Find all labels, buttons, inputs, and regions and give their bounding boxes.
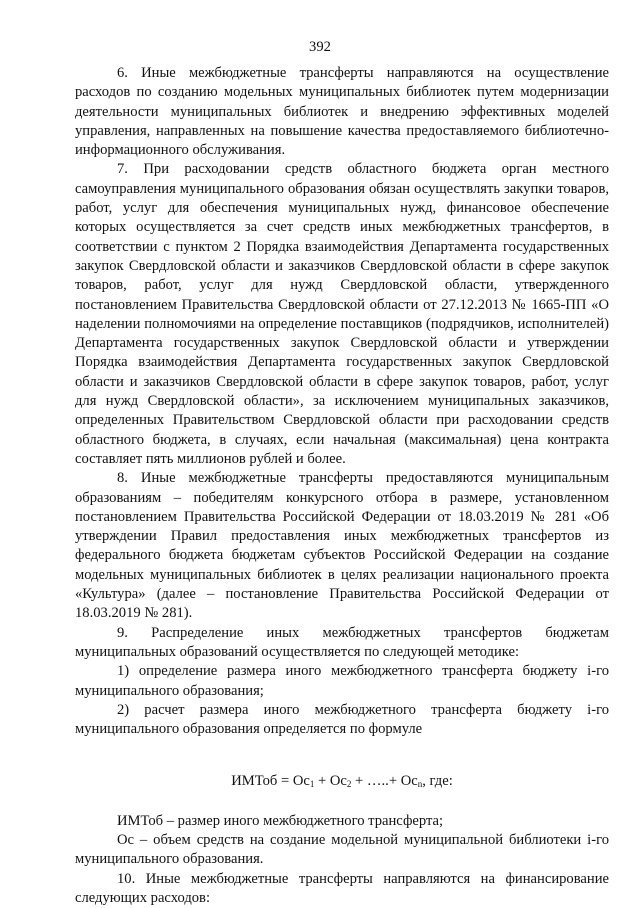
formula-sub-1: 1 <box>309 779 315 790</box>
formula-plus: + Ос <box>314 773 347 790</box>
paragraph-9-item-2: 2) расчет размера иного межбюджетного трансферта бюджету i-го муниципального образования определяется по формуле <box>75 701 609 738</box>
definition-os: Ос – объем средств на создание модельной муниципальной библиотеки i-го муниципального образования. <box>75 831 609 868</box>
paragraph-8: 8. Иные межбюджетные трансферты предоставляются муниципальным образованиям – победителям конкурсного отбора в размере, установленном постановлением Правительства Российской Федерации от 18.03.2019 № 281 «Об утверждении Правил предоставления иных межбюджетных трансфертов из федерального бюджета бюджетам субъектов Российской Федерации на создание модельных муниципальных библиотек в целях реализации национального проекта «Культура» (далее – постановление Правительства Российской Федерации от 18.03.2019 № 281). <box>75 470 609 622</box>
paragraph-10: 10. Иные межбюджетные трансферты направляются на финансирование следующих расходов: <box>75 870 609 906</box>
definition-imtob: ИМТоб – размер иного межбюджетного трансферта; <box>117 812 444 829</box>
paragraph-9: 9. Распределение иных межбюджетных трансфертов бюджетам муниципальных образований осуществляется по следующей методике: <box>75 624 609 660</box>
formula-tail: , где: <box>422 773 453 790</box>
formula-mid: + …..+ Ос <box>351 773 418 790</box>
formula-sub-n: n <box>417 779 423 790</box>
formula-lhs: ИМТоб = Ос <box>231 773 310 790</box>
paragraph-9-item-1: 1) определение размера иного межбюджетного трансферта бюджету i-го муниципального образования; <box>75 663 609 699</box>
document-body <box>75 64 609 908</box>
paragraph-6: 6. Иные межбюджетные трансферты направляются на осуществление расходов по созданию модельных муниципальных библиотек путем модернизации деятельности муниципальных библиотек и внедрению эффективных моделей управления, направленных на повышение качества предоставляемого библиотечно-информационного обслуживания. <box>75 65 609 159</box>
formula-sub-2: 2 <box>346 779 352 790</box>
formula <box>75 772 609 791</box>
page-number: 392 <box>309 39 331 55</box>
paragraph-7: 7. При расходовании средств областного бюджета орган местного самоуправления муниципального образования обязан осуществлять закупки товаров, работ, услуг для обеспечения муниципальных нужд, финансовое обеспечение которых осуществляется за счет средств иных межбюджетных трансфертов, в соответствии с пунктом 2 Порядка взаимодействия Департамента государственных закупок Свердловской области и заказчиков Свердловской области в сфере закупок товаров, работ, услуг для нужд Свердловской области, утвержденного постановлением Правительства Свердловской области от 27.12.2013 № 1665-ПП «О наделении полномочиями на определение поставщиков (подрядчиков, исполнителей) Департамента государственных закупок Свердловской области и утверждении Порядка взаимодействия Департамента государственных закупок Свердловской области и заказчиков Свердловской области в сфере закупок товаров, работ, услуг для нужд Свердловской области», за исключением муниципальных заказчиков, определенных Правительством Свердловской области при расходовании средств областного бюджета, в случаях, если начальная (максимальная) цена контракта составляет пять миллионов рублей и более. <box>75 161 609 467</box>
